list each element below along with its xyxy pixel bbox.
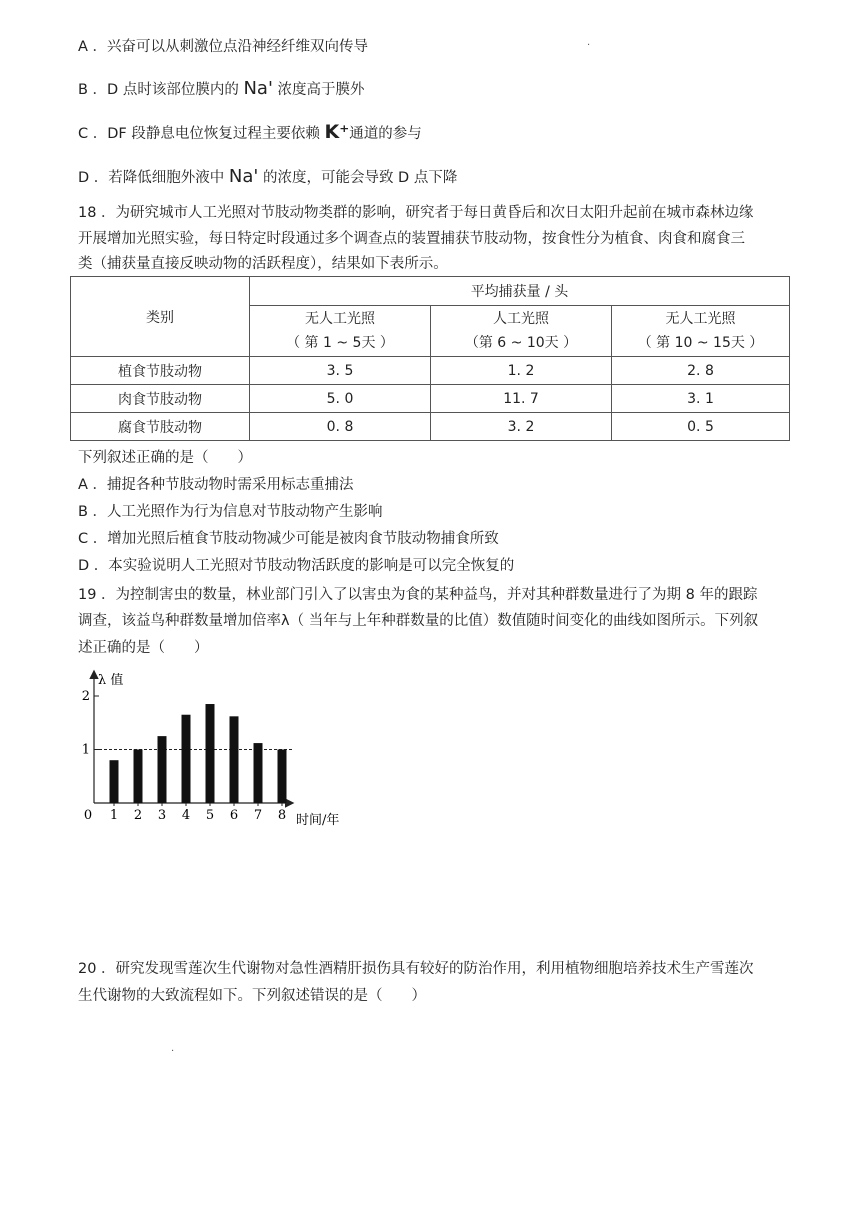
x-tick-label: 7 bbox=[253, 808, 263, 823]
bar-year-5 bbox=[206, 704, 215, 803]
row-label-cell: 植食节肢动物 bbox=[71, 357, 250, 385]
value-cell: 3. 2 bbox=[431, 413, 612, 441]
bar-year-1 bbox=[110, 760, 119, 803]
q18-stem-line: 18 ．为研究城市人工光照对节肢动物类群的影响，研究者于每日黄昏后和次日太阳升起前在城市森林边缘 bbox=[78, 205, 754, 221]
value-cell: 2. 8 bbox=[612, 357, 790, 385]
q17-option-c: C ．DF 段静息电位恢复过程主要依赖 K⁺通道的参与 bbox=[78, 121, 422, 143]
sodium-ion: Na' bbox=[243, 78, 273, 99]
value-cell: 3. 1 bbox=[612, 385, 790, 413]
q17-option-d: D ．若降低细胞外液中 Na' 的浓度，可能会导致 D 点下降 bbox=[78, 166, 458, 187]
value-cell: 5. 0 bbox=[250, 385, 431, 413]
table-row bbox=[71, 357, 790, 385]
q18-option-b: B ．人工光照作为行为信息对节肢动物产生影响 bbox=[78, 504, 383, 520]
row-label-cell: 肉食节肢动物 bbox=[71, 385, 250, 413]
value-cell: 3. 5 bbox=[250, 357, 431, 385]
q18-option-c: C ．增加光照后植食节肢动物减少可能是被肉食节肢动物捕食所致 bbox=[78, 531, 499, 547]
y-tick-label: 1 bbox=[82, 742, 90, 758]
sodium-ion: Na' bbox=[228, 166, 259, 187]
bar-year-3 bbox=[158, 736, 167, 803]
value-cell: 0. 5 bbox=[612, 413, 790, 441]
table-row bbox=[71, 385, 790, 413]
stray-dot: . bbox=[171, 1043, 175, 1054]
x-tick-label: 6 bbox=[229, 808, 239, 823]
x-tick-label: 4 bbox=[181, 808, 191, 823]
bar-year-7 bbox=[254, 743, 263, 803]
column-header-cell: 无人工光照 （ 第 1 ~ 5天 ） bbox=[250, 306, 431, 357]
bar-year-6 bbox=[230, 716, 239, 803]
q20-stem-line: 生代谢物的大致流程如下。下列叙述错误的是（ ） bbox=[78, 988, 426, 1004]
value-cell: 11. 7 bbox=[431, 385, 612, 413]
x-tick-label: 2 bbox=[133, 808, 143, 823]
column-header-cell: 人工光照 （第 6 ~ 10天 ） bbox=[431, 306, 612, 357]
q19-stem-line: 述正确的是（ ） bbox=[78, 640, 209, 656]
q18-stem-line: 类（捕获量直接反映动物的活跃程度），结果如下表所示。 bbox=[78, 256, 448, 272]
lambda-bar-chart bbox=[82, 668, 362, 833]
origin-label: 0 bbox=[83, 808, 93, 823]
q17-option-a: A ．兴奋可以从刺激位点沿神经纤维双向传导 bbox=[78, 39, 369, 55]
value-cell: 0. 8 bbox=[250, 413, 431, 441]
x-tick-label: 5 bbox=[205, 808, 215, 823]
capture-table bbox=[70, 276, 790, 441]
bar-year-8 bbox=[278, 750, 287, 804]
q18-prompt: 下列叙述正确的是（ ） bbox=[78, 450, 252, 466]
q19-stem-line: 调查，该益鸟种群数量增加倍率λ（ 当年与上年种群数量的比值）数值随时间变化的曲线如图所示。下列叙 bbox=[78, 613, 759, 629]
q17-option-b: B ．D 点时该部位膜内的 Na' 浓度高于膜外 bbox=[78, 78, 365, 99]
column-header-cell: 无人工光照 （ 第 10 ~ 15天 ） bbox=[612, 306, 790, 357]
x-tick-label: 1 bbox=[109, 808, 119, 823]
stray-dot: . bbox=[587, 37, 591, 48]
y-axis-label: λ 值 bbox=[98, 673, 124, 688]
group-header-cell: 平均捕获量 / 头 bbox=[250, 277, 790, 306]
q18-option-d: D ．本实验说明人工光照对节肢动物活跃度的影响是可以完全恢复的 bbox=[78, 558, 515, 574]
table-row bbox=[71, 413, 790, 441]
x-tick-label: 3 bbox=[157, 808, 167, 823]
row-label-cell: 腐食节肢动物 bbox=[71, 413, 250, 441]
bar-year-2 bbox=[134, 750, 143, 804]
potassium-ion: K⁺ bbox=[324, 121, 350, 143]
x-axis-label: 时间/年 bbox=[296, 813, 340, 828]
bar-year-4 bbox=[182, 715, 191, 803]
row-header-cell: 类别 bbox=[71, 277, 250, 357]
q18-stem-line: 开展增加光照实验，每日特定时段通过多个调查点的装置捕获节肢动物，按食性分为植食、肉食和腐食三 bbox=[78, 231, 745, 247]
q19-stem-line: 19 ．为控制害虫的数量，林业部门引入了以害虫为食的某种益鸟，并对其种群数量进行了为期 8 年的跟踪 bbox=[78, 587, 758, 603]
q20-stem-line: 20 ．研究发现雪莲次生代谢物对急性酒精肝损伤具有较好的防治作用，利用植物细胞培养技术生产雪莲次 bbox=[78, 961, 754, 977]
value-cell: 1. 2 bbox=[431, 357, 612, 385]
y-tick-label: 2 bbox=[82, 689, 90, 704]
x-tick-label: 8 bbox=[277, 808, 287, 823]
q18-option-a: A ．捕捉各种节肢动物时需采用标志重捕法 bbox=[78, 477, 354, 493]
